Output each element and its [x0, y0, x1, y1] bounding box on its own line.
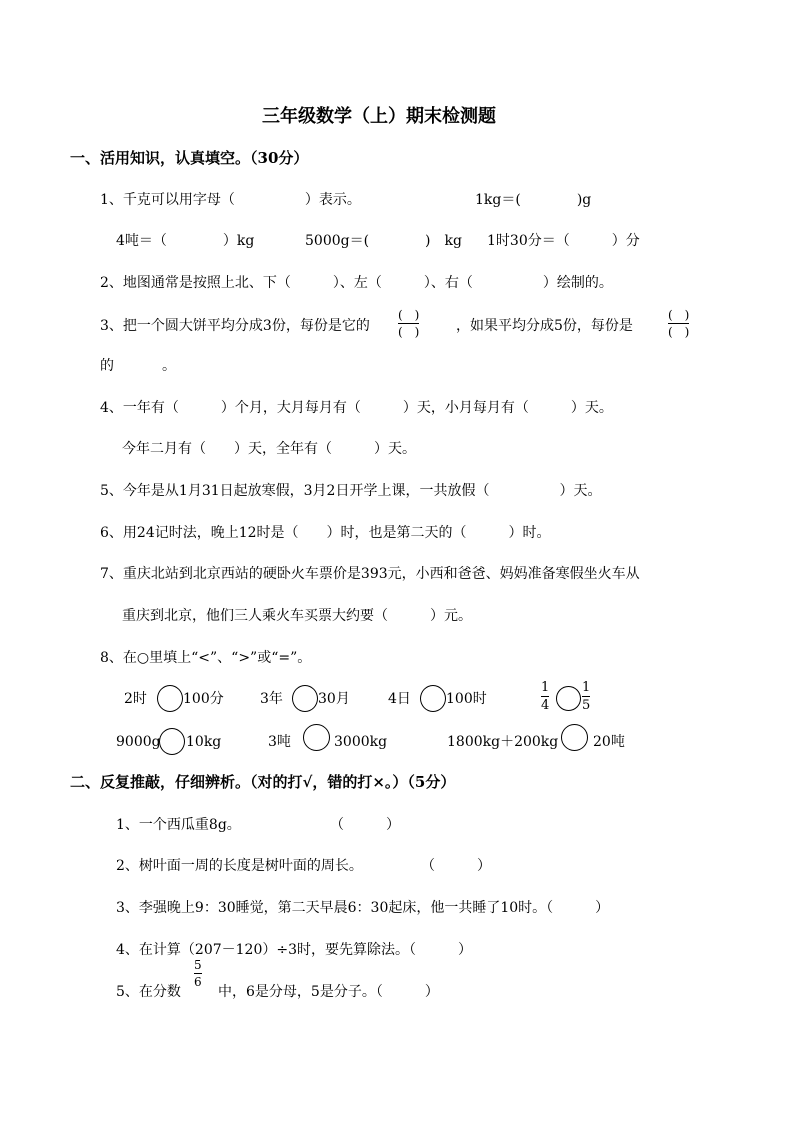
fraction-bar	[194, 973, 202, 974]
q4-line-a: 4、一年有（ ）个月，大月每月有（ ）天，小月每月有（ ）天。	[100, 400, 613, 416]
q6: 6、用24记时法，晚上12时是（ ）时，也是第二天的（ ）时。	[100, 525, 551, 541]
section2-heading: 二、反复推敲，仔细辨析。（对的打√，错的打×。）（5分）	[70, 773, 456, 791]
compare-circle-blank[interactable]	[157, 685, 183, 712]
fraction-numerator: ( )	[398, 308, 420, 322]
fraction-bar	[582, 696, 590, 697]
judge3-text: 3、李强晚上9：30睡觉，第二天早晨6：30起床，他一共睡了10时。（ ）	[116, 900, 610, 916]
q3-part-d: 。	[162, 358, 176, 374]
compare-circle-blank[interactable]	[556, 686, 581, 711]
q1-line-b: 1kg＝( )g	[475, 192, 592, 208]
compare7-left: 1800kg＋200kg	[447, 734, 559, 750]
compare4-left-fraction	[541, 681, 549, 712]
q1-line-c: 4吨＝（ ）kg	[116, 233, 255, 249]
q1-line-a: 1、千克可以用字母（ ）表示。	[100, 192, 361, 208]
q2: 2、地图通常是按照上北、下（ ）、左（ ）、右（ ）绘制的。	[100, 275, 613, 291]
compare-circle-blank[interactable]	[292, 685, 318, 712]
fraction-numerator: ( )	[668, 308, 690, 322]
q1-line-d: 5000g＝( ) kg	[305, 233, 462, 249]
judge5-part-a: 5、在分数	[116, 984, 181, 1000]
compare3-right: 100时	[446, 691, 487, 707]
compare6-left: 3吨	[268, 734, 291, 750]
judge4-text: 4、在计算（207－120）÷3时，要先算除法。（ ）	[116, 942, 472, 958]
page-title: 三年级数学（上）期末检测题	[262, 106, 496, 127]
q3-part-a: 3、把一个圆大饼平均分成3份，每份是它的	[100, 318, 370, 334]
fraction-denominator: 4	[541, 698, 550, 713]
fraction-bar	[398, 323, 419, 324]
q3-part-c: 的	[100, 358, 114, 374]
q7-line-a: 7、重庆北站到北京西站的硬卧火车票价是393元，小西和爸爸、妈妈准备寒假坐火车从	[100, 566, 640, 582]
q8: 8、在○里填上“<”、“>”或“=”。	[100, 650, 312, 666]
q5: 5、今年是从1月31日起放寒假，3月2日开学上课，一共放假（ ）天。	[100, 483, 602, 499]
fraction-denominator: 5	[582, 698, 591, 713]
compare-circle-blank[interactable]	[159, 728, 185, 755]
compare-circle-blank[interactable]	[303, 724, 330, 751]
compare-circle-blank[interactable]	[420, 685, 446, 712]
compare2-right: 30月	[318, 691, 350, 707]
fraction-denominator: 6	[194, 975, 202, 989]
judge1-blank: （ ）	[330, 817, 400, 833]
judge2-blank: （ ）	[421, 858, 491, 874]
fraction-numerator: 1	[541, 680, 550, 695]
fraction-numerator: 1	[582, 680, 591, 695]
section1-heading: 一、活用知识，认真填空。（30分）	[70, 149, 309, 167]
compare3-left: 4日	[388, 691, 411, 707]
q3-fraction-1	[398, 309, 419, 338]
judge1-text: 1、一个西瓜重8g。	[116, 817, 241, 833]
fraction-bar	[541, 696, 549, 697]
judge5-fraction	[194, 959, 202, 988]
judge2-text: 2、树叶面一周的长度是树叶面的周长。	[116, 858, 363, 874]
fraction-denominator: ( )	[398, 325, 420, 339]
compare2-left: 3年	[260, 691, 283, 707]
q7-line-b: 重庆到北京，他们三人乘火车买票大约要（ ）元。	[122, 608, 472, 624]
fraction-denominator: ( )	[668, 325, 690, 339]
judge5-part-b: 中，6是分母，5是分子。（ ）	[218, 984, 439, 1000]
q4-line-b: 今年二月有（ ）天，全年有（ ）天。	[122, 441, 416, 457]
compare1-left: 2时	[124, 691, 147, 707]
fraction-bar	[668, 323, 689, 324]
q3-fraction-2	[668, 309, 689, 338]
compare-circle-blank[interactable]	[561, 724, 588, 751]
q1-line-e: 1时30分＝（ ）分	[487, 233, 640, 249]
q3-part-b: ，如果平均分成5份，每份是	[456, 318, 633, 334]
fraction-numerator: 5	[194, 958, 202, 972]
compare1-right: 100分	[183, 691, 224, 707]
compare7-right: 20吨	[593, 734, 625, 750]
compare5-right: 10kg	[186, 734, 222, 750]
compare6-right: 3000kg	[334, 734, 388, 750]
compare5-left: 9000g	[116, 734, 161, 750]
compare4-right-fraction	[582, 681, 590, 712]
